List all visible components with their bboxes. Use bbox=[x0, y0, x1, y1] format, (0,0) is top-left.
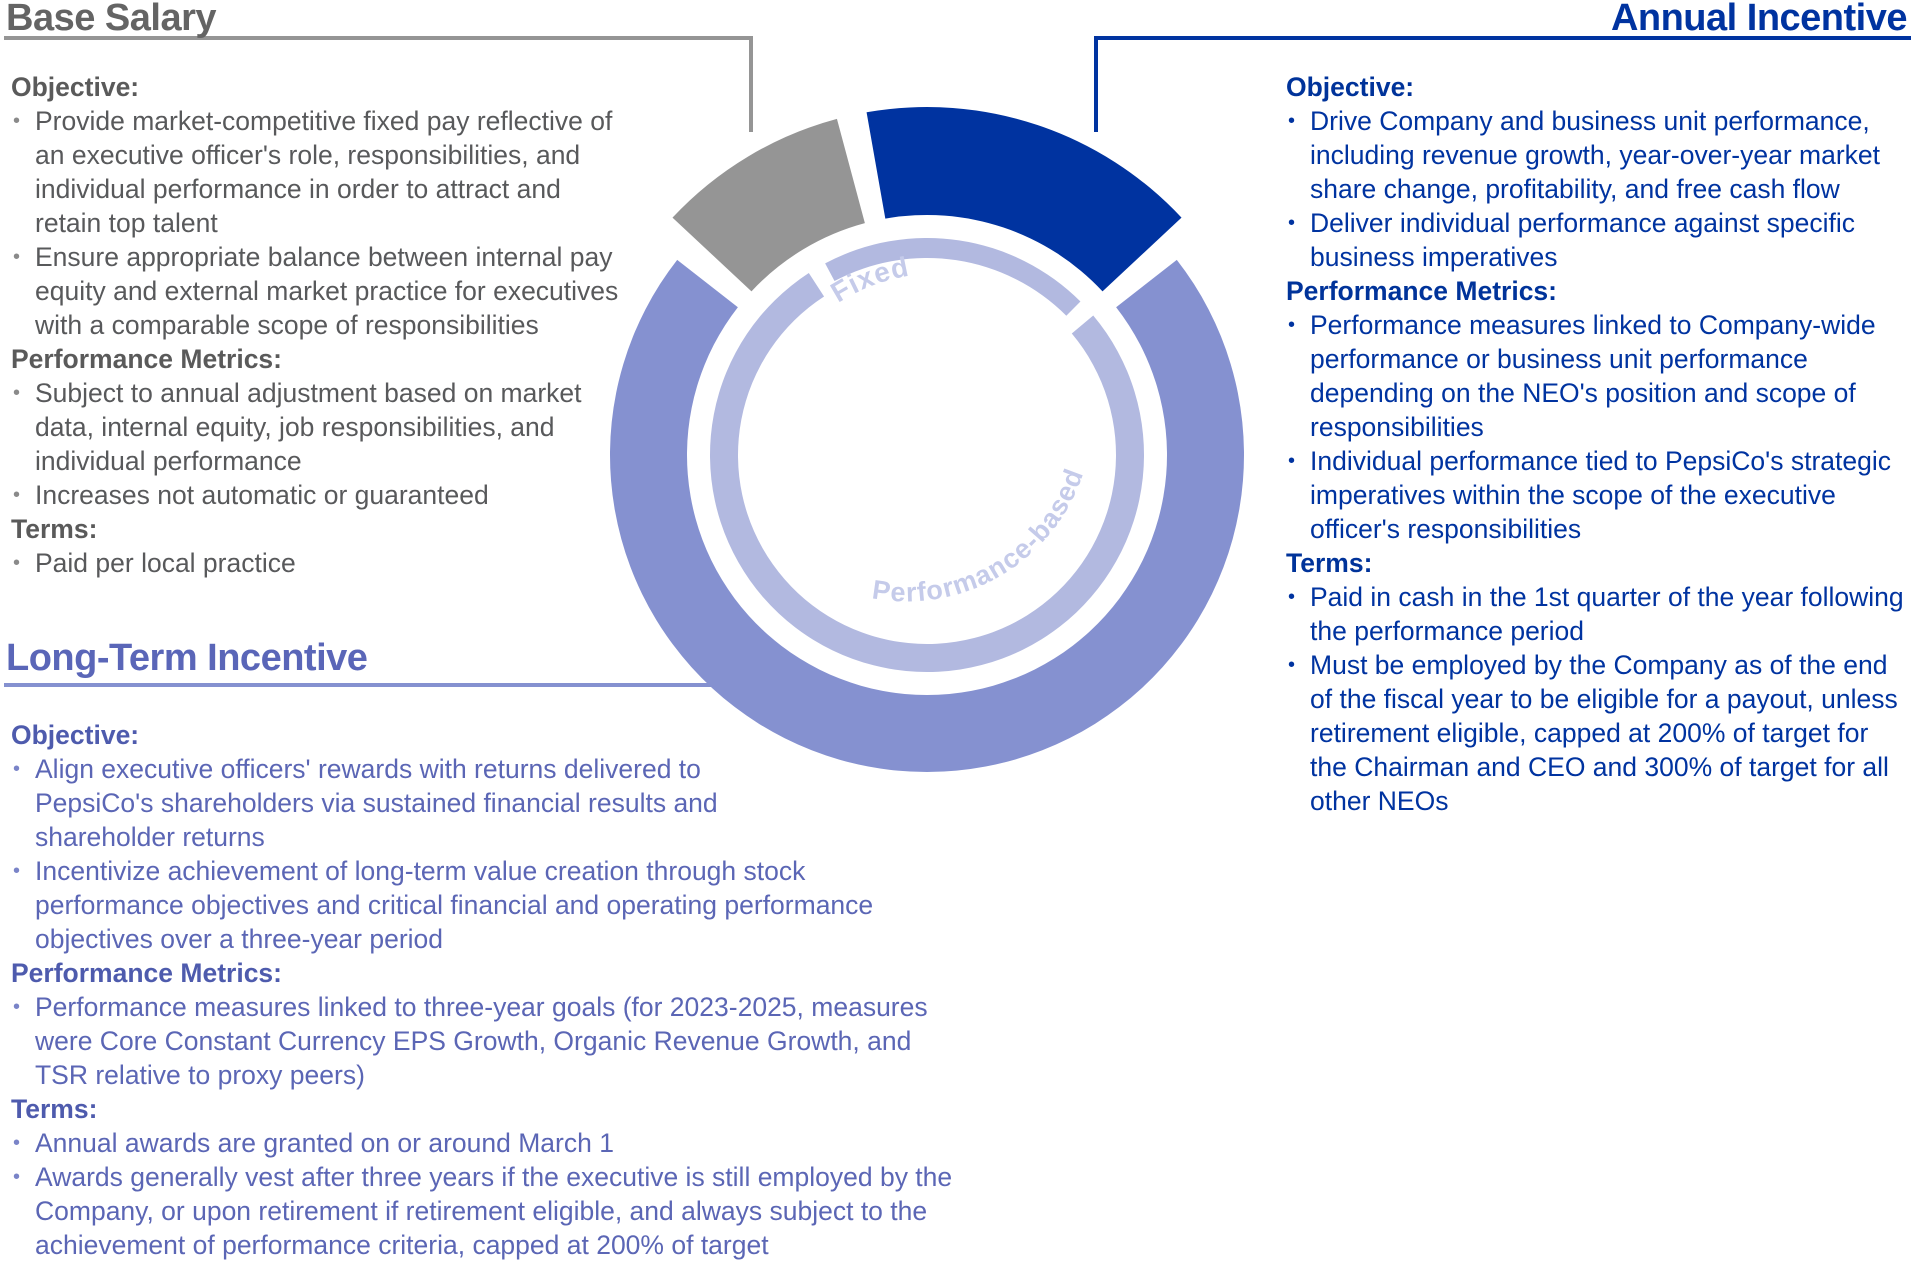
annual-incentive-terms-list bbox=[1286, 580, 1906, 818]
list-item: • Paid per local practice bbox=[11, 546, 631, 580]
long-term-incentive-title: Long-Term Incentive bbox=[6, 637, 368, 679]
list-item: • Individual performance tied to PepsiCo's strategic imperatives within the scope of the executive officer's responsibilities bbox=[1286, 444, 1906, 546]
list-item: • Increases not automatic or guaranteed bbox=[11, 478, 631, 512]
list-item: • Provide market-competitive fixed pay reflective of an executive officer's role, responsibilities, and individual performance in order to attract and retain top talent bbox=[11, 104, 631, 240]
list-item: • Annual awards are granted on or around March 1 bbox=[11, 1126, 971, 1160]
base-salary-title: Base Salary bbox=[6, 0, 216, 39]
annual-incentive-terms-heading: Terms: bbox=[1286, 548, 1373, 578]
list-item: • Performance measures linked to three-year goals (for 2023-2025, measures were Core Constant Currency EPS Growth, Organic Revenue Growth, and TSR relative to proxy peers) bbox=[11, 990, 955, 1092]
annual-incentive-details bbox=[1286, 70, 1906, 818]
list-item: • Paid in cash in the 1st quarter of the year following the performance period bbox=[1286, 580, 1906, 648]
long-term-incentive-details bbox=[11, 718, 971, 1262]
list-item: • Deliver individual performance against specific business imperatives bbox=[1286, 206, 1906, 274]
ring-layer bbox=[610, 107, 1244, 772]
long-term-incentive-terms-heading: Terms: bbox=[11, 1094, 98, 1124]
list-item: • Must be employed by the Company as of the end of the fiscal year to be eligible for a payout, unless retirement eligible, capped at 200% of target for the Chairman and CEO and 300% of target for all other NEOs bbox=[1286, 648, 1906, 818]
fixed-label-path: Fixed bbox=[825, 250, 912, 309]
annual-incentive-title: Annual Incentive bbox=[1610, 0, 1907, 39]
performance-based-label bbox=[870, 464, 1089, 607]
list-item: • Align executive officers' rewards with returns delivered to PepsiCo's shareholders via sustained financial results and shareholder returns bbox=[11, 752, 735, 854]
annual-incentive-metrics-heading: Performance Metrics: bbox=[1286, 276, 1557, 306]
base-salary-objective-heading: Objective: bbox=[11, 72, 140, 102]
list-item: • Incentivize achievement of long-term value creation through stock performance objectives and critical financial and operating performance objectives over a three-year period bbox=[11, 854, 925, 956]
long-term-incentive-terms-list bbox=[11, 1126, 971, 1262]
list-item: • Drive Company and business unit performance, including revenue growth, year-over-year market share change, profitability, and free cash flow bbox=[1286, 104, 1906, 206]
base-salary-metrics-heading: Performance Metrics: bbox=[11, 344, 282, 374]
annual-incentive-metrics-list bbox=[1286, 308, 1906, 546]
base-salary-objective-list bbox=[11, 104, 631, 342]
base-salary-metrics-list bbox=[11, 376, 631, 512]
list-item: • Performance measures linked to Company-wide performance or business unit performance depending on the NEO's position and scope of responsibilities bbox=[1286, 308, 1906, 444]
base-salary-details bbox=[11, 70, 631, 580]
annual-incentive-objective-heading: Objective: bbox=[1286, 72, 1415, 102]
long-term-incentive-objective-heading: Objective: bbox=[11, 720, 140, 750]
long-term-incentive-objective-list bbox=[11, 752, 971, 956]
performance-based-label-path: Performance-based bbox=[870, 464, 1090, 608]
base-salary-terms-list bbox=[11, 546, 631, 580]
list-item: • Awards generally vest after three years if the executive is still employed by the Company, or upon retirement if retirement eligible, and always subject to the achievement of performance criteria, capped at 200% of target bbox=[11, 1160, 980, 1262]
annual-incentive-objective-list bbox=[1286, 104, 1906, 274]
long-term-incentive-metrics-heading: Performance Metrics: bbox=[11, 958, 282, 988]
long-term-incentive-metrics-list bbox=[11, 990, 971, 1092]
long-term-incentive-ring-segment bbox=[610, 260, 1244, 772]
base-salary-terms-heading: Terms: bbox=[11, 514, 98, 544]
list-item: • Subject to annual adjustment based on market data, internal equity, job responsibilities, and individual performance bbox=[11, 376, 631, 478]
list-item: • Ensure appropriate balance between internal pay equity and external market practice for executives with a comparable scope of responsibilities bbox=[11, 240, 631, 342]
